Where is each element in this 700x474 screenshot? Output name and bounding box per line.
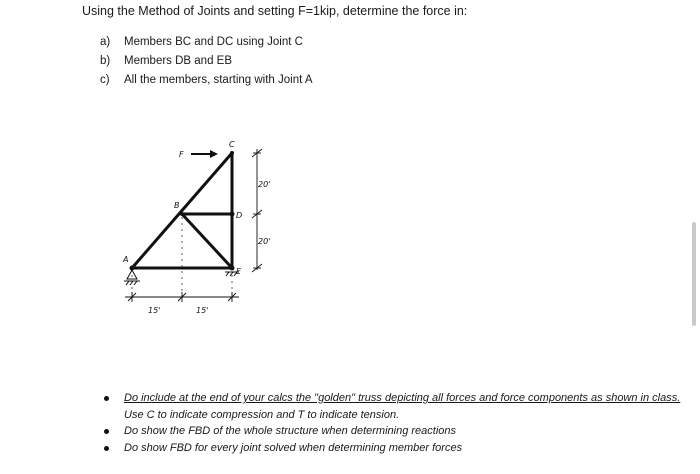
- scrollbar[interactable]: [692, 222, 696, 326]
- dim-label-upper-height: 20': [258, 180, 271, 189]
- joint-c: [230, 151, 234, 155]
- joint-e: [230, 266, 235, 271]
- part-text: Members BC and DC using Joint C: [124, 36, 303, 48]
- instruction-text: Do show the FBD of the whole structure when determining reactions: [124, 425, 456, 437]
- part-label: c): [100, 74, 110, 86]
- span-dimension: [125, 292, 239, 302]
- part-label: a): [100, 36, 111, 48]
- question-parts: [100, 33, 313, 90]
- height-dimension: [252, 149, 262, 272]
- part-text: Members DB and EB: [124, 55, 233, 67]
- truss-figure: [115, 135, 275, 325]
- instruction-text: Use C to indicate compression and T to indicate tension.: [124, 408, 400, 421]
- dim-label-lower-height: 20': [258, 237, 271, 246]
- part-item: [100, 71, 313, 90]
- instruction-item: [102, 423, 700, 440]
- joint-label-e: E: [236, 267, 242, 276]
- part-text: All the members, starting with Joint A: [124, 74, 313, 86]
- part-item: [100, 33, 313, 52]
- member-be: [182, 214, 232, 268]
- truss-diagram: [115, 135, 275, 325]
- joint-label-d: D: [236, 211, 243, 220]
- instruction-emphasis: Do include at the end of your calcs the "golden" truss depicting all forces and force components as shown in class.: [124, 392, 681, 404]
- part-item: [100, 52, 313, 71]
- bullet: [104, 429, 109, 434]
- force-arrow: [191, 150, 218, 158]
- instructions-list: [102, 390, 700, 456]
- part-label: b): [100, 55, 111, 67]
- joint-b: [180, 212, 184, 216]
- instruction-item: [102, 390, 700, 423]
- joint-label-b: B: [174, 201, 180, 210]
- bullet: [104, 446, 109, 451]
- joint-label-c: C: [229, 140, 235, 149]
- dim-label-left-span: 15': [148, 306, 161, 315]
- problem-statement: Using the Method of Joints and setting F=1kip, determine the force in:: [82, 4, 468, 18]
- instruction-text: Do show FBD for every joint solved when determining member forces: [124, 441, 463, 454]
- joint-d: [230, 212, 235, 217]
- pin-support-a: [124, 270, 140, 285]
- bullet: [104, 396, 109, 401]
- instruction-item: [102, 440, 700, 457]
- dim-label-right-span: 15': [196, 306, 209, 315]
- force-label: F: [179, 150, 184, 159]
- joint-label-a: A: [123, 255, 129, 264]
